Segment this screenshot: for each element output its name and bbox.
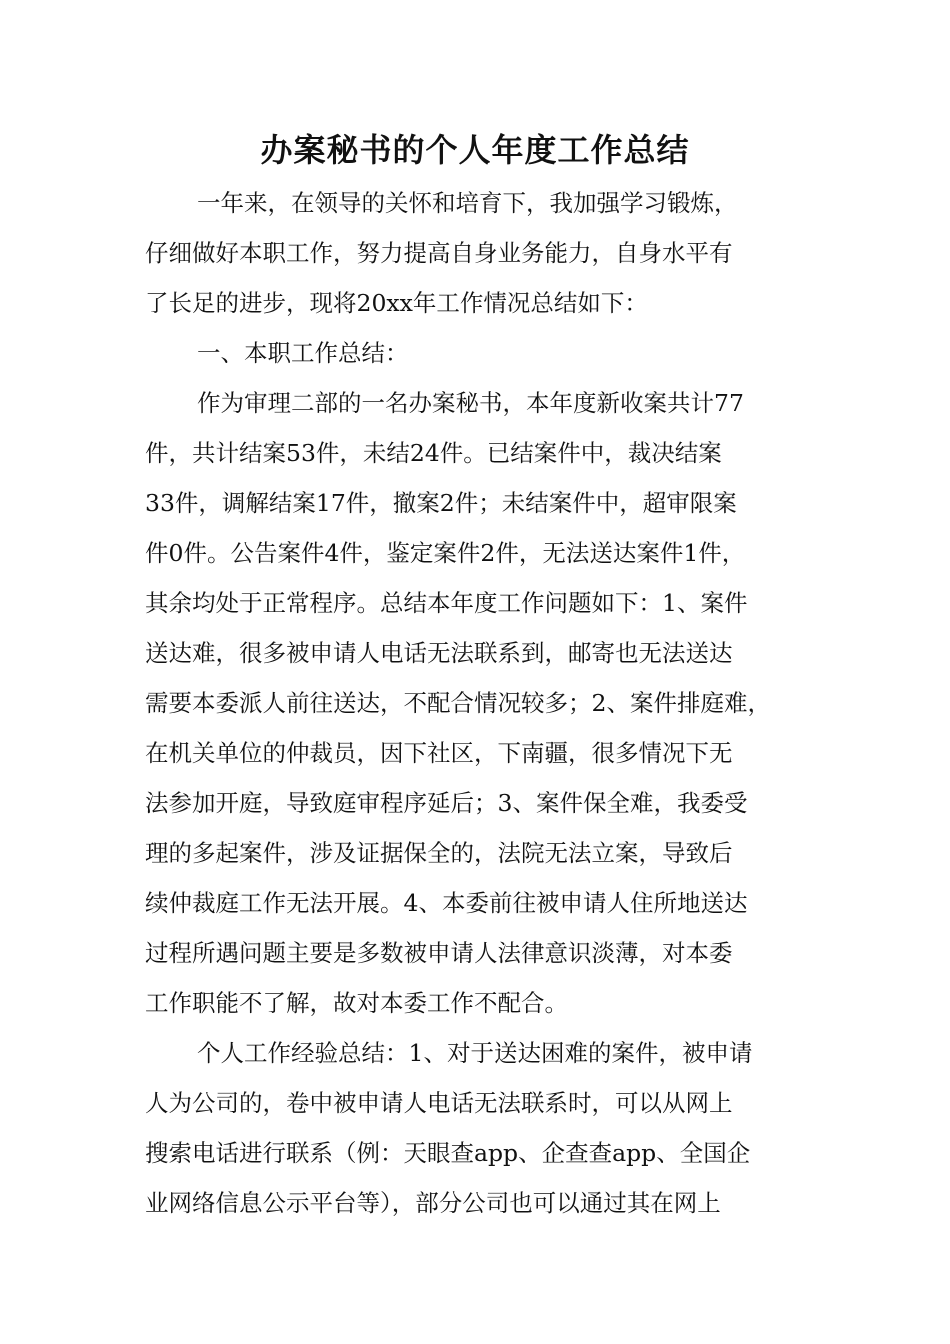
paragraph-line: 作为审理二部的一名办案秘书，本年度新收案共计77 bbox=[197, 389, 744, 417]
paragraph-line: 个人工作经验总结：1、对于送达困难的案件，被申请 bbox=[197, 1039, 753, 1067]
document-body bbox=[145, 178, 825, 1228]
document-title: 办案秘书的个人年度工作总结 bbox=[260, 131, 690, 169]
section-heading: 一、本职工作总结： bbox=[197, 339, 409, 367]
paragraph-line: 33件，调解结案17件，撤案2件；未结案件中，超审限案 bbox=[145, 489, 737, 517]
paragraph-line: 件0件。公告案件4件，鉴定案件2件，无法送达案件1件， bbox=[145, 539, 746, 567]
paragraph-line: 了长足的进步，现将20xx年工作情况总结如下： bbox=[145, 289, 648, 317]
paragraph-line: 工作职能不了解，故对本委工作不配合。 bbox=[145, 989, 568, 1017]
paragraph-line: 送达难，很多被申请人电话无法联系到，邮寄也无法送达 bbox=[145, 639, 733, 667]
paragraph-line: 其余均处于正常程序。总结本年度工作问题如下：1、案件 bbox=[145, 589, 748, 617]
paragraph-line: 搜索电话进行联系（例：天眼查app、企查查app、全国企 bbox=[145, 1139, 751, 1167]
paragraph-line: 续仲裁庭工作无法开展。4、本委前往被申请人住所地送达 bbox=[145, 889, 748, 917]
paragraph-line: 法参加开庭，导致庭审程序延后；3、案件保全难，我委受 bbox=[145, 789, 748, 817]
paragraph-line: 在机关单位的仲裁员，因下社区，下南疆，很多情况下无 bbox=[145, 739, 733, 767]
paragraph-line: 件，共计结案53件，未结24件。已结案件中，裁决结案 bbox=[145, 439, 722, 467]
paragraph-line: 过程所遇问题主要是多数被申请人法律意识淡薄，对本委 bbox=[145, 939, 733, 967]
paragraph-line: 仔细做好本职工作，努力提高自身业务能力，自身水平有 bbox=[145, 239, 733, 267]
paragraph-line: 人为公司的，卷中被申请人电话无法联系时，可以从网上 bbox=[145, 1089, 733, 1117]
paragraph-line: 一年来，在领导的关怀和培育下，我加强学习锻炼， bbox=[197, 189, 738, 217]
paragraph-line: 理的多起案件，涉及证据保全的，法院无法立案，导致后 bbox=[145, 839, 733, 867]
paragraph-line: 业网络信息公示平台等），部分公司也可以通过其在网上 bbox=[145, 1189, 721, 1217]
paragraph-line: 需要本委派人前往送达，不配合情况较多；2、案件排庭难， bbox=[145, 689, 771, 717]
